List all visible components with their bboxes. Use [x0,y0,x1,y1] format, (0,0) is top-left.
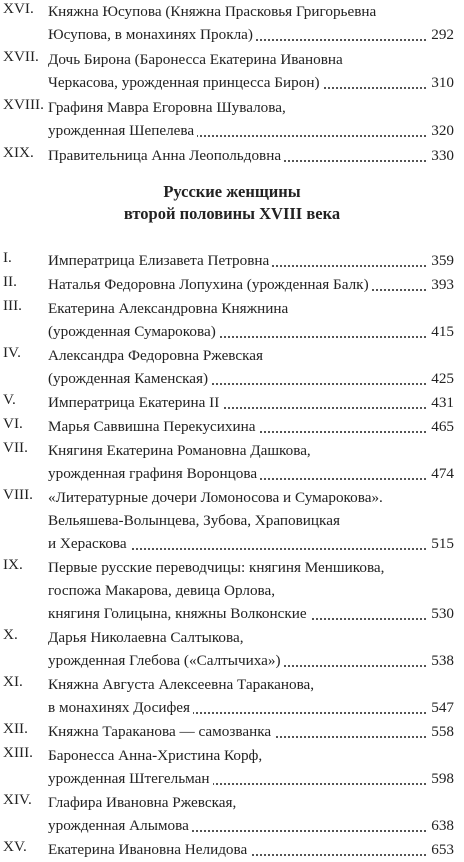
entry-number: XI. [3,673,23,690]
page-number: 320 [427,119,454,142]
page-number: 638 [427,814,454,837]
entry-number: V. [3,391,16,408]
entry-title: Александра Федоровна Ржевская [48,347,266,364]
entry-title: урожденная Глебова («Салтычиха») [48,652,284,669]
entry-title: урожденная Шепелева [48,122,197,139]
entry-title: и Хераскова [48,535,130,552]
entry-number: XVIII. [3,96,44,113]
entry-title: Княгиня Екатерина Романовна Дашкова, [48,442,314,459]
entry-number: X. [3,626,18,643]
entry-title: (урожденная Каменская) [48,370,211,387]
section-heading-line-2: второй половины XVIII века [123,204,341,223]
page-number: 515 [427,532,454,555]
entry-title: урожденная Алымова [48,817,192,834]
entry-number: XII. [3,720,28,737]
entry-number: XIII. [3,744,33,761]
toc-entry [0,720,464,743]
entry-title: Марья Саввишна Перекусихина [48,418,259,435]
toc-entry [0,96,464,142]
entry-title: Княжна Тараканова — самозванка [48,723,274,740]
entry-title: урожденная Штегельман [48,770,213,787]
entry-number: XVII. [3,48,39,65]
toc-entry [0,838,464,861]
toc-entry [0,626,464,672]
entry-title: Дарья Николаевна Салтыкова, [48,629,247,646]
entry-number: IV. [3,344,21,361]
entry-title: Правительница Анна Леопольдовна [48,147,284,164]
page-number: 474 [427,462,454,485]
entry-title: Екатерина Александровна Княжнина [48,300,291,317]
page-number: 431 [427,391,454,414]
entry-title: Княжна Юсупова (Княжна Прасковья Григорьевна [48,3,379,20]
toc-entry [0,48,464,94]
toc-entry [0,791,464,837]
page-number: 465 [427,415,454,438]
entry-number: XVI. [3,0,34,17]
entry-title: Императрица Елизавета Петровна [48,252,272,269]
toc-entry [0,486,464,555]
entry-title: Баронесса Анна-Христина Корф, [48,747,265,764]
page-number: 415 [427,320,454,343]
page-number: 359 [427,249,454,272]
page-number: 425 [427,367,454,390]
toc-entry [0,673,464,719]
toc-entry [0,0,464,46]
toc-entry [0,415,464,438]
page-number: 598 [427,767,454,790]
entry-title: Дочь Бирона (Баронесса Екатерина Ивановна [48,51,346,68]
entry-title: Княжна Августа Алексеевна Тараканова, [48,676,317,693]
entry-number: IX. [3,556,23,573]
entry-number: III. [3,297,22,314]
page-number: 310 [427,71,454,94]
entry-title: Черкасова, урожденная принцесса Бирон) [48,74,323,91]
entry-title: Наталья Федоровна Лопухина (урожденная Балк) [48,276,372,293]
entry-number: I. [3,249,12,266]
page-number: 530 [427,602,454,625]
toc-entry [0,273,464,296]
section-heading-line-1: Русские женщины [163,182,301,201]
entry-number: XIX. [3,144,34,161]
toc-entry [0,744,464,790]
entry-title: госпожа Макарова, девица Орлова, [48,582,278,599]
entry-number: VI. [3,415,23,432]
page-number: 538 [427,649,454,672]
toc-list-top [0,0,464,169]
page-number: 547 [427,696,454,719]
toc-entry [0,249,464,272]
entry-title: княгиня Голицына, княжны Волконские [48,605,310,622]
entry-number: II. [3,273,17,290]
toc-entry [0,297,464,343]
entry-title: «Литературные дочери Ломоносова и Сумарокова». [48,489,386,506]
entry-number: XV. [3,838,27,855]
entry-title: Первые русские переводчицы: княгиня Меншикова, [48,559,387,576]
entry-title: Глафира Ивановна Ржевская, [48,794,239,811]
toc-entry [0,439,464,485]
page-number: 558 [427,720,454,743]
toc-entry [0,144,464,167]
entry-title: Екатерина Ивановна Нелидова [48,841,250,858]
page-number: 292 [427,23,454,46]
page-number: 393 [427,273,454,296]
entry-title: в монахинях Досифея [48,699,193,716]
page-number: 330 [427,144,454,167]
toc-entry [0,344,464,390]
entry-number: XIV. [3,791,32,808]
toc-entry [0,556,464,625]
page-number: 653 [427,838,454,861]
entry-title: Графиня Мавра Егоровна Шувалова, [48,99,289,116]
entry-title: Императрица Екатерина II [48,394,222,411]
toc-entry [0,391,464,414]
toc-list-bottom [0,249,464,862]
entry-number: VIII. [3,486,33,503]
entry-title: (урожденная Сумарокова) [48,323,219,340]
entry-title: Юсупова, в монахинях Прокла) [48,26,256,43]
entry-title: урожденная графиня Воронцова [48,465,260,482]
section-heading [0,181,464,225]
entry-title: Вельяшева-Волынцева, Зубова, Храповицкая [48,512,343,529]
entry-number: VII. [3,439,28,456]
